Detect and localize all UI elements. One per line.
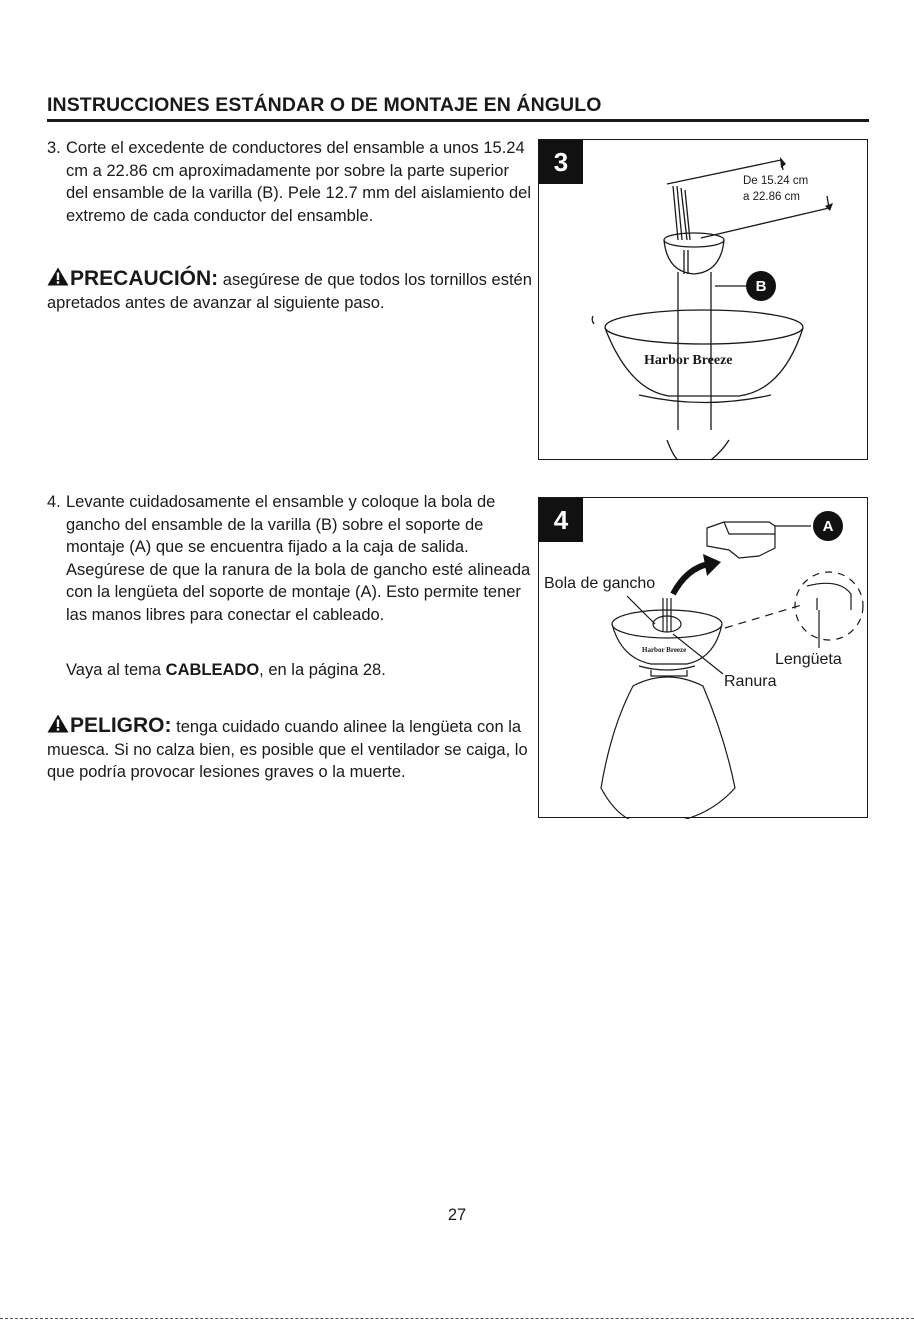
goto-suffix: , en la página 28. [259, 661, 386, 679]
danger-label: PELIGRO: [70, 714, 172, 737]
fig4-callout-a-label: A [822, 518, 834, 535]
fig3-brand: Harbor Breeze [644, 353, 733, 368]
figure-4-badge: 4 [539, 498, 583, 542]
step-4-number: 4. [47, 493, 61, 511]
step-3-text: Corte el excedente de conductores del ensamble a unos 15.24 cm a 22.86 cm aproximadamente por sobre la parte superior del ensamble de la varilla (B). Pele 12.7 mm del aislamiento del extremo de cada conductor del ensamble. [66, 139, 531, 225]
caution-text: asegúrese de que todos los tornillos estén apretados antes de avanzar al siguiente paso. [47, 271, 532, 312]
page-bottom-rule [0, 1318, 914, 1319]
step-4-text: Levante cuidadosamente el ensamble y coloque la bola de gancho del ensamble de la varilla (B) sobre el soporte de montaje (A) que se encuentra fijado a la caja de salida. Asegúrese de que la ranura de la bola de gancho esté alineada con la lengüeta del soporte de montaje (A). Esto permite tener las manos libres para conectar el cableado. [66, 493, 531, 624]
caution-label: PRECAUCIÓN: [70, 267, 219, 290]
figure-3-illustration [539, 140, 869, 461]
step-3 [47, 137, 532, 227]
danger-note [47, 714, 532, 784]
step-4 [47, 491, 532, 626]
fig4-brand: Harbor Breeze [642, 646, 687, 654]
page-number: 27 [447, 1206, 467, 1224]
goto-wiring [66, 661, 386, 680]
figure-4 [538, 497, 868, 818]
warning-triangle-icon [47, 267, 69, 286]
danger-text: tenga cuidado cuando alinee la lengüeta con la muesca. Si no calza bien, es posible que el ventilador se caiga, lo que podría provocar lesiones graves o la muerte. [47, 718, 528, 781]
figure-4-illustration [539, 498, 869, 819]
goto-link: CABLEADO [165, 661, 260, 679]
caution-note [47, 267, 532, 314]
warning-triangle-icon [47, 714, 69, 733]
figure-3 [538, 139, 868, 460]
fig3-dim-line1: De 15.24 cm [743, 175, 809, 187]
step-3-number: 3. [47, 139, 61, 157]
fig4-label-ball: Bola de gancho [544, 575, 656, 592]
figure-3-badge: 3 [539, 140, 583, 184]
fig4-label-tab: Lengüeta [775, 651, 842, 668]
section-title: INSTRUCCIONES ESTÁNDAR O DE MONTAJE EN ÁNGULO [47, 94, 602, 116]
fig4-label-slot: Ranura [724, 673, 777, 690]
title-rule [47, 119, 869, 122]
goto-prefix: Vaya al tema [66, 661, 166, 679]
fig3-dim-line2: a 22.86 cm [743, 191, 800, 203]
fig3-callout-b-label: B [755, 278, 767, 295]
